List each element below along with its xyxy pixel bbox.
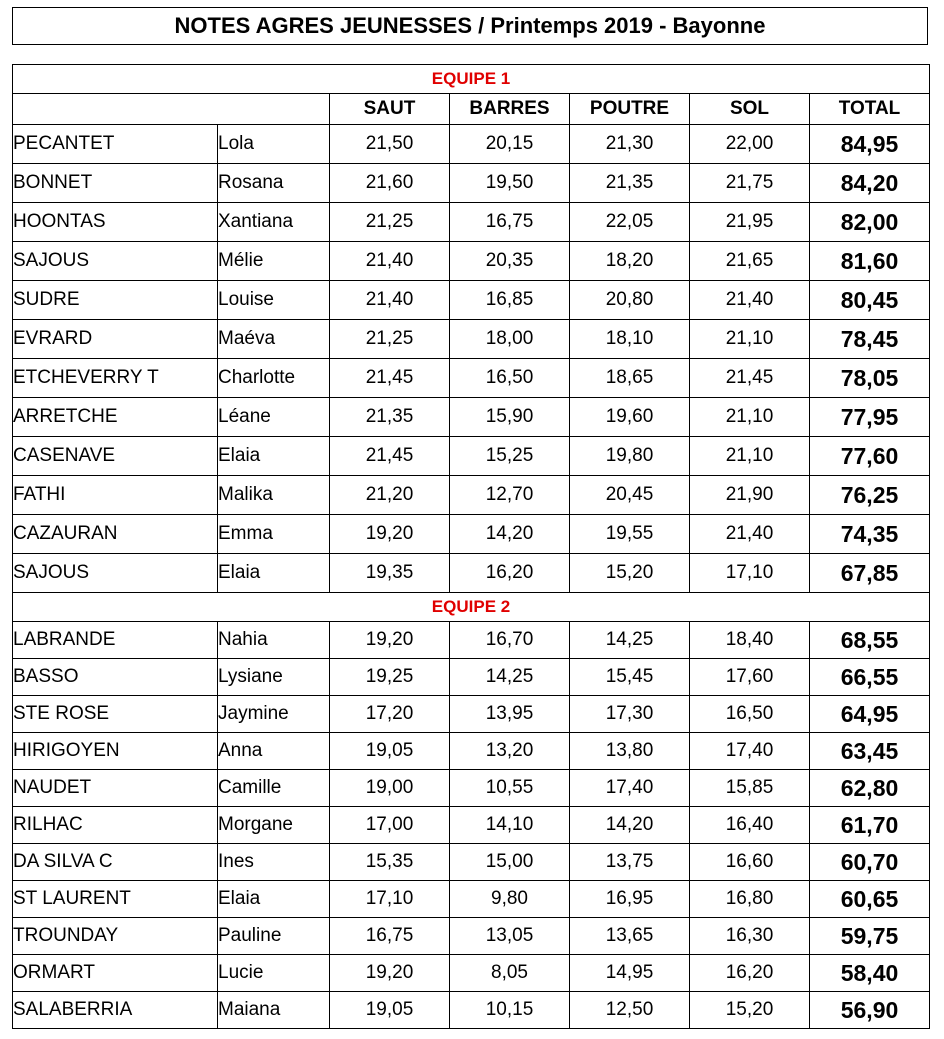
total-score-cell: 56,90 — [810, 992, 930, 1029]
poutre-score-cell: 18,20 — [570, 242, 690, 281]
total-score-cell: 58,40 — [810, 955, 930, 992]
last-name-cell: HOONTAS — [13, 203, 218, 242]
last-name-cell: PECANTET — [13, 125, 218, 164]
barres-score-cell: 16,75 — [450, 203, 570, 242]
header-sol: SOL — [690, 94, 810, 125]
first-name-cell: Elaia — [218, 437, 330, 476]
last-name-cell: HIRIGOYEN — [13, 733, 218, 770]
last-name-cell: CASENAVE — [13, 437, 218, 476]
total-score-cell: 76,25 — [810, 476, 930, 515]
sol-score-cell: 21,95 — [690, 203, 810, 242]
total-score-cell: 74,35 — [810, 515, 930, 554]
table-row — [13, 992, 930, 1029]
first-name-cell: Maéva — [218, 320, 330, 359]
barres-score-cell: 14,10 — [450, 807, 570, 844]
column-header-row — [13, 94, 930, 125]
poutre-score-cell: 20,45 — [570, 476, 690, 515]
total-score-cell: 60,65 — [810, 881, 930, 918]
saut-score-cell: 19,05 — [330, 992, 450, 1029]
saut-score-cell: 21,50 — [330, 125, 450, 164]
poutre-score-cell: 17,30 — [570, 696, 690, 733]
last-name-cell: SALABERRIA — [13, 992, 218, 1029]
barres-score-cell: 13,95 — [450, 696, 570, 733]
table-row — [13, 476, 930, 515]
saut-score-cell: 21,25 — [330, 320, 450, 359]
table-row — [13, 770, 930, 807]
sol-score-cell: 16,50 — [690, 696, 810, 733]
table-row — [13, 125, 930, 164]
first-name-cell: Emma — [218, 515, 330, 554]
table-row — [13, 733, 930, 770]
saut-score-cell: 21,45 — [330, 359, 450, 398]
barres-score-cell: 16,85 — [450, 281, 570, 320]
table-row — [13, 320, 930, 359]
last-name-cell: DA SILVA C — [13, 844, 218, 881]
saut-score-cell: 17,00 — [330, 807, 450, 844]
saut-score-cell: 21,40 — [330, 242, 450, 281]
barres-score-cell: 9,80 — [450, 881, 570, 918]
saut-score-cell: 21,35 — [330, 398, 450, 437]
poutre-score-cell: 17,40 — [570, 770, 690, 807]
sol-score-cell: 21,10 — [690, 320, 810, 359]
header-poutre: POUTRE — [570, 94, 690, 125]
barres-score-cell: 16,50 — [450, 359, 570, 398]
poutre-score-cell: 14,95 — [570, 955, 690, 992]
first-name-cell: Lola — [218, 125, 330, 164]
first-name-cell: Anna — [218, 733, 330, 770]
barres-score-cell: 13,05 — [450, 918, 570, 955]
last-name-cell: ORMART — [13, 955, 218, 992]
barres-score-cell: 10,15 — [450, 992, 570, 1029]
poutre-score-cell: 22,05 — [570, 203, 690, 242]
first-name-cell: Mélie — [218, 242, 330, 281]
total-score-cell: 77,95 — [810, 398, 930, 437]
last-name-cell: ARRETCHE — [13, 398, 218, 437]
sol-score-cell: 21,10 — [690, 437, 810, 476]
barres-score-cell: 19,50 — [450, 164, 570, 203]
scores-table — [12, 64, 930, 1029]
first-name-cell: Ines — [218, 844, 330, 881]
total-score-cell: 61,70 — [810, 807, 930, 844]
header-blank-cell — [13, 94, 330, 125]
poutre-score-cell: 13,65 — [570, 918, 690, 955]
sol-score-cell: 16,80 — [690, 881, 810, 918]
total-score-cell: 68,55 — [810, 622, 930, 659]
table-row — [13, 164, 930, 203]
first-name-cell: Jaymine — [218, 696, 330, 733]
page-title: NOTES AGRES JEUNESSES / Printemps 2019 - Bayonne — [12, 7, 928, 45]
saut-score-cell: 19,25 — [330, 659, 450, 696]
sol-score-cell: 15,20 — [690, 992, 810, 1029]
barres-score-cell: 12,70 — [450, 476, 570, 515]
first-name-cell: Camille — [218, 770, 330, 807]
team-header-row — [13, 593, 930, 622]
team-name: EQUIPE 2 — [13, 593, 930, 622]
total-score-cell: 63,45 — [810, 733, 930, 770]
first-name-cell: Louise — [218, 281, 330, 320]
sol-score-cell: 16,40 — [690, 807, 810, 844]
barres-score-cell: 14,25 — [450, 659, 570, 696]
table-row — [13, 807, 930, 844]
last-name-cell: LABRANDE — [13, 622, 218, 659]
sol-score-cell: 21,10 — [690, 398, 810, 437]
sol-score-cell: 17,10 — [690, 554, 810, 593]
last-name-cell: EVRARD — [13, 320, 218, 359]
poutre-score-cell: 13,80 — [570, 733, 690, 770]
barres-score-cell: 14,20 — [450, 515, 570, 554]
saut-score-cell: 19,00 — [330, 770, 450, 807]
barres-score-cell: 10,55 — [450, 770, 570, 807]
total-score-cell: 66,55 — [810, 659, 930, 696]
barres-score-cell: 8,05 — [450, 955, 570, 992]
total-score-cell: 77,60 — [810, 437, 930, 476]
barres-score-cell: 20,35 — [450, 242, 570, 281]
first-name-cell: Morgane — [218, 807, 330, 844]
barres-score-cell: 16,70 — [450, 622, 570, 659]
saut-score-cell: 21,40 — [330, 281, 450, 320]
last-name-cell: BASSO — [13, 659, 218, 696]
last-name-cell: FATHI — [13, 476, 218, 515]
saut-score-cell: 19,20 — [330, 955, 450, 992]
total-score-cell: 60,70 — [810, 844, 930, 881]
sol-score-cell: 17,40 — [690, 733, 810, 770]
sol-score-cell: 21,90 — [690, 476, 810, 515]
poutre-score-cell: 19,60 — [570, 398, 690, 437]
sol-score-cell: 18,40 — [690, 622, 810, 659]
table-row — [13, 622, 930, 659]
first-name-cell: Léane — [218, 398, 330, 437]
first-name-cell: Maiana — [218, 992, 330, 1029]
first-name-cell: Nahia — [218, 622, 330, 659]
barres-score-cell: 18,00 — [450, 320, 570, 359]
poutre-score-cell: 14,20 — [570, 807, 690, 844]
last-name-cell: NAUDET — [13, 770, 218, 807]
scores-body — [13, 65, 930, 1029]
first-name-cell: Lysiane — [218, 659, 330, 696]
saut-score-cell: 19,20 — [330, 622, 450, 659]
last-name-cell: BONNET — [13, 164, 218, 203]
poutre-score-cell: 19,55 — [570, 515, 690, 554]
first-name-cell: Rosana — [218, 164, 330, 203]
last-name-cell: SAJOUS — [13, 554, 218, 593]
last-name-cell: SUDRE — [13, 281, 218, 320]
table-row — [13, 955, 930, 992]
last-name-cell: ETCHEVERRY T — [13, 359, 218, 398]
poutre-score-cell: 15,45 — [570, 659, 690, 696]
sol-score-cell: 21,65 — [690, 242, 810, 281]
poutre-score-cell: 16,95 — [570, 881, 690, 918]
poutre-score-cell: 18,10 — [570, 320, 690, 359]
saut-score-cell: 16,75 — [330, 918, 450, 955]
total-score-cell: 84,95 — [810, 125, 930, 164]
sol-score-cell: 21,75 — [690, 164, 810, 203]
first-name-cell: Elaia — [218, 881, 330, 918]
barres-score-cell: 15,25 — [450, 437, 570, 476]
saut-score-cell: 21,25 — [330, 203, 450, 242]
poutre-score-cell: 21,30 — [570, 125, 690, 164]
first-name-cell: Lucie — [218, 955, 330, 992]
total-score-cell: 82,00 — [810, 203, 930, 242]
total-score-cell: 80,45 — [810, 281, 930, 320]
last-name-cell: SAJOUS — [13, 242, 218, 281]
poutre-score-cell: 15,20 — [570, 554, 690, 593]
header-barres: BARRES — [450, 94, 570, 125]
saut-score-cell: 15,35 — [330, 844, 450, 881]
last-name-cell: STE ROSE — [13, 696, 218, 733]
last-name-cell: RILHAC — [13, 807, 218, 844]
total-score-cell: 78,05 — [810, 359, 930, 398]
saut-score-cell: 19,20 — [330, 515, 450, 554]
poutre-score-cell: 19,80 — [570, 437, 690, 476]
sol-score-cell: 15,85 — [690, 770, 810, 807]
saut-score-cell: 17,20 — [330, 696, 450, 733]
total-score-cell: 59,75 — [810, 918, 930, 955]
table-row — [13, 918, 930, 955]
table-row — [13, 696, 930, 733]
sol-score-cell: 21,40 — [690, 515, 810, 554]
saut-score-cell: 21,20 — [330, 476, 450, 515]
header-saut: SAUT — [330, 94, 450, 125]
table-row — [13, 281, 930, 320]
sol-score-cell: 16,30 — [690, 918, 810, 955]
poutre-score-cell: 18,65 — [570, 359, 690, 398]
sol-score-cell: 16,60 — [690, 844, 810, 881]
table-row — [13, 515, 930, 554]
poutre-score-cell: 21,35 — [570, 164, 690, 203]
total-score-cell: 62,80 — [810, 770, 930, 807]
table-row — [13, 554, 930, 593]
last-name-cell: CAZAURAN — [13, 515, 218, 554]
poutre-score-cell: 14,25 — [570, 622, 690, 659]
barres-score-cell: 15,00 — [450, 844, 570, 881]
first-name-cell: Xantiana — [218, 203, 330, 242]
poutre-score-cell: 12,50 — [570, 992, 690, 1029]
sol-score-cell: 21,40 — [690, 281, 810, 320]
header-total: TOTAL — [810, 94, 930, 125]
team-name: EQUIPE 1 — [13, 65, 930, 94]
table-row — [13, 881, 930, 918]
table-row — [13, 844, 930, 881]
table-row — [13, 659, 930, 696]
barres-score-cell: 20,15 — [450, 125, 570, 164]
last-name-cell: TROUNDAY — [13, 918, 218, 955]
total-score-cell: 81,60 — [810, 242, 930, 281]
barres-score-cell: 15,90 — [450, 398, 570, 437]
total-score-cell: 67,85 — [810, 554, 930, 593]
table-row — [13, 437, 930, 476]
first-name-cell: Elaia — [218, 554, 330, 593]
table-row — [13, 359, 930, 398]
sol-score-cell: 22,00 — [690, 125, 810, 164]
saut-score-cell: 21,60 — [330, 164, 450, 203]
sol-score-cell: 16,20 — [690, 955, 810, 992]
total-score-cell: 78,45 — [810, 320, 930, 359]
sol-score-cell: 17,60 — [690, 659, 810, 696]
team-header-row — [13, 65, 930, 94]
saut-score-cell: 21,45 — [330, 437, 450, 476]
first-name-cell: Charlotte — [218, 359, 330, 398]
poutre-score-cell: 13,75 — [570, 844, 690, 881]
table-row — [13, 242, 930, 281]
total-score-cell: 84,20 — [810, 164, 930, 203]
first-name-cell: Malika — [218, 476, 330, 515]
last-name-cell: ST LAURENT — [13, 881, 218, 918]
barres-score-cell: 13,20 — [450, 733, 570, 770]
first-name-cell: Pauline — [218, 918, 330, 955]
saut-score-cell: 19,05 — [330, 733, 450, 770]
table-row — [13, 398, 930, 437]
total-score-cell: 64,95 — [810, 696, 930, 733]
poutre-score-cell: 20,80 — [570, 281, 690, 320]
sol-score-cell: 21,45 — [690, 359, 810, 398]
barres-score-cell: 16,20 — [450, 554, 570, 593]
saut-score-cell: 19,35 — [330, 554, 450, 593]
saut-score-cell: 17,10 — [330, 881, 450, 918]
table-row — [13, 203, 930, 242]
